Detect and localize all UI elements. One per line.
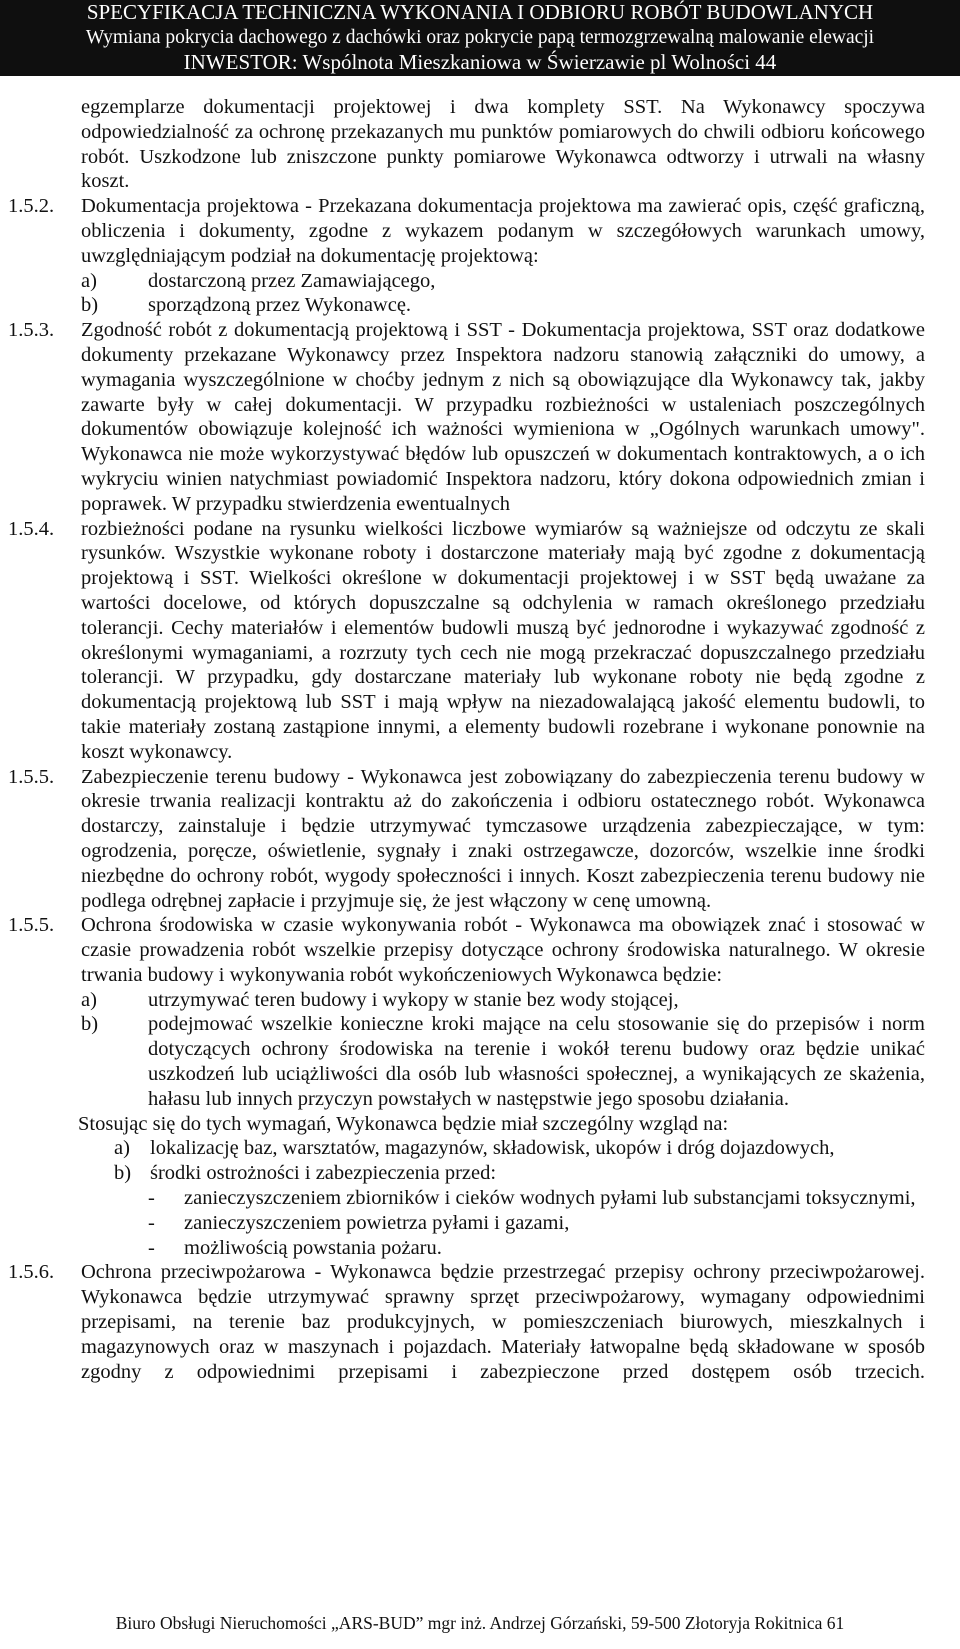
section-text: Zabezpieczenie terenu budowy - Wykonawca jest zobowiązany do zabezpieczenia terenu budowy w okresie trwania realizacji kontraktu aż do zakończenia i odbioru ostatecznego robót. Wykonawca dostarczy, zainstaluje i będzie utrzymywać tymczasowe urządzenia zabezpieczające, w tym: ogrodzenia, poręcze, oświetlenie, sygnały i znaki ostrzegawcze, dozorców, wszelkie inne środki niezbędne do ochrony robót, wygody społeczności i innych. Koszt zabezpieczenia terenu budowy nie podlega odrębnej zapłacie i przyjmuje się, że jest włączony w cenę umowną. xyxy=(81,765,925,912)
list-text: środki ostrożności i zabezpieczenia przed: xyxy=(150,1162,497,1185)
section-number: 1.5.5. xyxy=(8,765,55,788)
section-1-5-4 xyxy=(0,517,960,765)
section-1-5-6 xyxy=(0,1260,960,1384)
section-number: 1.5.2. xyxy=(8,195,55,218)
requirements-intro: Stosując się do tych wymagań, Wykonawca będzie miał szczególny wzgląd na: xyxy=(78,1112,729,1135)
section-text: Dokumentacja projektowa - Przekazana dokumentacja projektowa ma zawierać opis, część graficzną, obliczenia i dokumenty, zgodne z wykazem podanym w szczegółowych warunkach umowy, uwzględniającym podział na dokumentację projektową: xyxy=(81,195,925,267)
list-item xyxy=(0,1161,960,1186)
dash-text: zanieczyszczeniem powietrza pyłami i gazami, xyxy=(184,1211,570,1234)
dash-item xyxy=(0,1236,960,1261)
section-text: Ochrona przeciwpożarowa - Wykonawca będzie przestrzegać przepisy ochrony przeciwpożarowej. Wykonawca będzie utrzymywać sprawny sprzęt przeciwpożarowy, wymagany odpowiednimi przepisami, na terenie baz produkcyjnych, w pomieszczeniach biurowych, mieszkalnych i magazynowych oraz w maszynach i pojazdach. Materiały łatwopalne będą składowane w sposób zgodny z odpowiednimi przepisami i zabezpieczone przed dostępem osób trzecich. xyxy=(81,1261,925,1383)
section-1-5-5-security xyxy=(0,765,960,914)
section-number: 1.5.4. xyxy=(8,517,55,540)
list-item xyxy=(0,988,960,1013)
list-label: b) xyxy=(114,1162,132,1185)
list-text: lokalizację baz, warsztatów, magazynów, składowisk, ukopów i dróg dojazdowych, xyxy=(150,1137,835,1160)
document-header xyxy=(0,0,960,76)
dash-text: możliwością powstania pożaru. xyxy=(184,1236,442,1259)
list-item xyxy=(0,293,960,318)
section-number: 1.5.3. xyxy=(8,319,55,342)
section-number: 1.5.6. xyxy=(8,1261,55,1284)
intro-paragraph: egzemplarze dokumentacji projektowej i dwa komplety SST. Na Wykonawcy spoczywa odpowiedzialność za ochronę przekazanych mu punktów pomiarowych do chwili odbioru końcowego robót. Uszkodzone lub zniszczone punkty pomiarowe Wykonawca odtworzy i utrwali na własny koszt. xyxy=(81,96,925,193)
header-subject: Wymiana pokrycia dachowego z dachówki oraz pokrycie papą termozgrzewalną malowanie elewacji xyxy=(85,27,875,48)
section-1-5-3 xyxy=(0,318,960,516)
list-item xyxy=(0,269,960,294)
header-title: SPECYFIKACJA TECHNICZNA WYKONANIA I ODBIORU ROBÓT BUDOWLANYCH xyxy=(86,0,874,24)
list-text: dostarczoną przez Zamawiającego, xyxy=(148,269,436,292)
list-item xyxy=(0,1012,960,1111)
section-text: rozbieżności podane na rysunku wielkości liczbowe wymiarów są ważniejsze od odczytu ze skali rysunków. Wszystkie wykonane roboty i dostarczone materiały mają być zgodne z dokumentacją projektową i SST. Wielkości określone w dokumentacji projektowej i w SST będą uważane za wartości docelowe, od których dopuszczalne są odchylenia w ramach określonego przedziału tolerancji. Cechy materiałów i elementów budowli muszą być jednorodne i wykazywać zgodność z określonymi wymaganiami, a rozrzuty tych cech nie mogą przekraczać dopuszczalnego przedziału tolerancji. W przypadku, gdy dostarczane materiały lub wykonane roboty nie będą zgodne z dokumentacją projektową lub SST i mają wpływ na niezadowalającą jakość elementu budowli, to takie materiały zostaną zastąpione innymi, a elementy budowli rozebrane i wykonane ponownie na koszt wykonawcy. xyxy=(81,517,925,763)
list-text: podejmować wszelkie konieczne kroki mające na celu stosowanie się do przepisów i norm dotyczących ochrony środowiska na terenie i wokół terenu budowy oraz będzie unikać uszkodzeń lub uciążliwości dla osób lub własności społecznej, a wynikających ze skażenia, hałasu lub innych przyczyn powstałych w następstwie jego sposobu działania. xyxy=(148,1013,925,1110)
section-1-5-5-environment xyxy=(0,913,960,987)
list-label: b) xyxy=(81,294,99,317)
dash-label: - xyxy=(148,1187,155,1210)
dash-text: zanieczyszczeniem zbiorników i cieków wodnych pyłami lub substancjami toksycznymi, xyxy=(184,1187,916,1210)
section-number: 1.5.5. xyxy=(8,914,55,937)
list-label: a) xyxy=(81,269,97,292)
list-item xyxy=(0,1136,960,1161)
list-label: a) xyxy=(81,988,97,1011)
list-label: b) xyxy=(81,1013,99,1036)
list-label: a) xyxy=(114,1137,130,1160)
header-investor: INWESTOR: Wspólnota Mieszkaniowa w Świerzawie pl Wolności 44 xyxy=(183,50,777,74)
list-text: sporządzoną przez Wykonawcę. xyxy=(148,294,412,317)
dash-label: - xyxy=(148,1211,155,1234)
dash-item xyxy=(0,1211,960,1236)
document-footer: Biuro Obsługi Nieruchomości „ARS-BUD” mgr inż. Andrzej Górzański, 59-500 Złotoryja Rokitnica 61 xyxy=(115,1613,845,1633)
document-body xyxy=(0,95,960,1384)
dash-item xyxy=(0,1186,960,1211)
dash-label: - xyxy=(148,1236,155,1259)
section-text: Ochrona środowiska w czasie wykonywania robót - Wykonawca ma obowiązek znać i stosować w czasie prowadzenia robót wszelkie przepisy dotyczące ochrony środowiska naturalnego. W okresie trwania budowy i wykonywania robót wykończeniowych Wykonawca będzie: xyxy=(81,914,925,986)
section-text: Zgodność robót z dokumentacją projektową i SST - Dokumentacja projektowa, SST oraz dodatkowe dokumenty przekazane Wykonawcy przez Inspektora nadzoru stanowią załączniki do umowy, a wymagania wyszczególnione w choćby jednym z nich są obowiązujące dla Wykonawcy tak, jakby zawarte były w całej dokumentacji. W przypadku rozbieżności w ustaleniach poszczególnych dokumentów obowiązuje kolejność ich ważności wymieniona w „Ogólnych warunkach umowy". Wykonawca nie może wykorzystywać błędów lub opuszczeń w dokumentach kontraktowych, a o ich wykryciu winien natychmiast powiadomić Inspektora nadzoru, który dokona odpowiednich zmian i poprawek. W przypadku stwierdzenia ewentualnych xyxy=(81,319,925,515)
section-1-5-2 xyxy=(0,194,960,268)
list-text: utrzymywać teren budowy i wykopy w stanie bez wody stojącej, xyxy=(148,988,679,1011)
